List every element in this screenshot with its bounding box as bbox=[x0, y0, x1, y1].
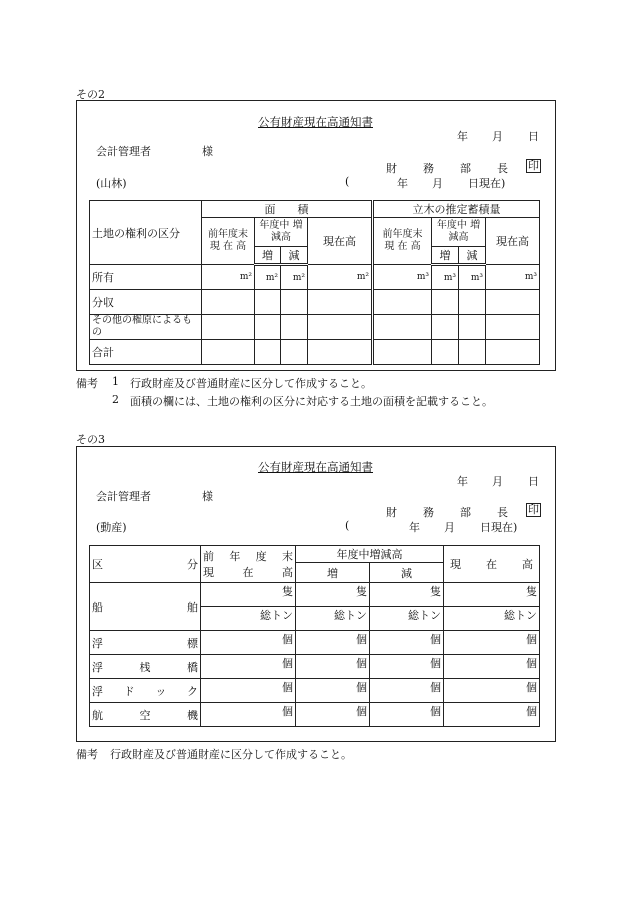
unit-cell: 個 bbox=[201, 631, 296, 655]
sender-char-4: 長 bbox=[497, 506, 508, 519]
date-month-3: 月 bbox=[492, 475, 503, 488]
header-land-rights: 土地の権利の区分 bbox=[90, 201, 202, 265]
row-label bbox=[90, 583, 201, 631]
asof-open-2: ( bbox=[345, 175, 350, 188]
unit-cell: 個 bbox=[444, 703, 540, 727]
unit-cell: m³ bbox=[486, 265, 540, 290]
row-label-char: 空 bbox=[139, 708, 151, 722]
unit-cell: 個 bbox=[296, 631, 370, 655]
unit-cell: 隻 bbox=[201, 583, 296, 607]
header-prev-char: 高 bbox=[282, 566, 293, 579]
header-category-char: 区 bbox=[92, 558, 103, 571]
table-row bbox=[90, 290, 540, 315]
unit-cell: 個 bbox=[296, 703, 370, 727]
unit-cell: 個 bbox=[370, 655, 444, 679]
header-timber-dec: 減 bbox=[459, 247, 486, 265]
header-prev-char: 現 bbox=[203, 566, 214, 579]
unit-cell: 隻 bbox=[370, 583, 444, 607]
unit-cell: 総トン bbox=[296, 607, 370, 631]
unit-cell: 個 bbox=[201, 655, 296, 679]
row-label bbox=[90, 265, 202, 290]
row-label-char: 標 bbox=[187, 636, 198, 650]
header-inc: 増 bbox=[296, 563, 370, 583]
sender-char-1: 財 bbox=[386, 162, 397, 175]
row-label-char: ク bbox=[186, 684, 198, 698]
table-row bbox=[90, 315, 540, 340]
row-label-char: 機 bbox=[187, 708, 198, 722]
table-row bbox=[90, 631, 540, 655]
unit-cell: m² bbox=[308, 265, 373, 290]
header-timber-current: 現在高 bbox=[486, 218, 540, 265]
row-label-char: 舶 bbox=[187, 600, 198, 614]
unit-cell: m² bbox=[202, 265, 255, 290]
row-label-char: 船 bbox=[92, 600, 103, 614]
row-label-char: 橋 bbox=[187, 660, 198, 674]
row-label-char: ド bbox=[123, 684, 135, 698]
row-label bbox=[90, 703, 201, 727]
row-label-text: 合計 bbox=[92, 346, 114, 359]
header-area-current: 現在高 bbox=[308, 218, 373, 265]
header-category bbox=[90, 546, 201, 583]
recipient-2: 会計管理者 bbox=[96, 145, 151, 158]
header-timber-inc: 増 bbox=[432, 247, 459, 265]
category-3: (動産) bbox=[96, 521, 127, 534]
date-day-3: 日 bbox=[528, 475, 539, 488]
header-prev-line2 bbox=[203, 564, 293, 580]
unit-cell: 個 bbox=[370, 679, 444, 703]
asof-close-3: 日現在) bbox=[480, 521, 518, 534]
header-current-char: 高 bbox=[522, 558, 533, 571]
row-label bbox=[90, 631, 201, 655]
header-prev-char: 年 bbox=[229, 550, 241, 563]
unit-cell: 個 bbox=[444, 679, 540, 703]
table-row bbox=[90, 703, 540, 727]
row-label bbox=[90, 679, 201, 703]
header-prev-char: 末 bbox=[281, 550, 293, 563]
unit-cell: m³ bbox=[459, 265, 486, 290]
date-year-2: 年 bbox=[457, 130, 468, 143]
table-row bbox=[90, 340, 540, 365]
section-label-3: その3 bbox=[76, 433, 105, 446]
asof-close-2: 日現在) bbox=[468, 177, 506, 190]
form-title-2: 公有財産現在高通知書 bbox=[258, 115, 373, 129]
row-label bbox=[90, 340, 202, 365]
row-label-char: ッ bbox=[155, 684, 167, 698]
header-timber-change: 年度中 増減高 bbox=[432, 218, 486, 247]
row-label: その他の権原によるもの bbox=[90, 315, 202, 340]
unit-cell: 個 bbox=[444, 655, 540, 679]
unit-cell: 総トン bbox=[370, 607, 444, 631]
header-prev-char: 前 bbox=[203, 550, 214, 563]
forest-table bbox=[89, 200, 540, 365]
seal-box-3 bbox=[526, 503, 541, 517]
date-year-3: 年 bbox=[457, 475, 468, 488]
sender-char-2: 務 bbox=[423, 162, 434, 175]
honorific-2: 様 bbox=[202, 145, 213, 158]
date-day-2: 日 bbox=[528, 130, 539, 143]
unit-cell: m³ bbox=[432, 265, 459, 290]
unit-cell: 隻 bbox=[444, 583, 540, 607]
header-prev bbox=[201, 546, 296, 583]
section-label-2: その2 bbox=[76, 88, 105, 101]
table-row bbox=[90, 655, 540, 679]
note-text-2: 面積の欄には、土地の権利の区分に対応する土地の面積を記載すること。 bbox=[130, 395, 493, 408]
notes-label-2: 備考 bbox=[76, 377, 98, 390]
unit-cell: 個 bbox=[296, 655, 370, 679]
asof-year-2: 年 bbox=[397, 177, 408, 190]
header-prev-char: 在 bbox=[242, 566, 254, 579]
note-num-2: 2 bbox=[112, 393, 119, 406]
seal-label-3: 印 bbox=[528, 503, 539, 516]
sender-char-3: 部 bbox=[460, 162, 471, 175]
header-current bbox=[444, 546, 540, 583]
unit-cell: 個 bbox=[370, 703, 444, 727]
header-change: 年度中増減高 bbox=[296, 546, 444, 563]
sender-char-3: 部 bbox=[460, 506, 471, 519]
note-text-3: 行政財産及び普通財産に区分して作成すること。 bbox=[110, 748, 352, 761]
asof-month-2: 月 bbox=[432, 177, 443, 190]
row-label-char: 桟 bbox=[139, 660, 151, 674]
sender-char-1: 財 bbox=[386, 506, 397, 519]
header-area-inc: 増 bbox=[255, 247, 281, 265]
row-label bbox=[90, 290, 202, 315]
row-label-char: 浮 bbox=[92, 660, 103, 674]
unit-cell: 総トン bbox=[201, 607, 296, 631]
header-area-prev: 前年度末 現 在 高 bbox=[202, 218, 255, 265]
note-num-1: 1 bbox=[112, 375, 119, 388]
movables-table bbox=[89, 545, 540, 727]
note-text-1: 行政財産及び普通財産に区分して作成すること。 bbox=[130, 377, 372, 390]
asof-open-3: ( bbox=[345, 519, 350, 532]
form-title-3: 公有財産現在高通知書 bbox=[258, 460, 373, 474]
header-timber-prev: 前年度末 現 在 高 bbox=[373, 218, 432, 265]
row-label-text: 分収 bbox=[92, 296, 114, 309]
unit-cell: 個 bbox=[444, 631, 540, 655]
unit-cell: 隻 bbox=[296, 583, 370, 607]
table-row bbox=[90, 583, 540, 607]
unit-cell: m² bbox=[255, 265, 281, 290]
seal-box-2 bbox=[526, 159, 541, 173]
unit-cell: m² bbox=[281, 265, 308, 290]
date-month-2: 月 bbox=[492, 130, 503, 143]
row-label-char: 航 bbox=[92, 708, 103, 722]
unit-cell: 個 bbox=[201, 679, 296, 703]
row-label bbox=[90, 655, 201, 679]
header-category-char: 分 bbox=[187, 558, 198, 571]
header-prev-line1 bbox=[203, 548, 293, 564]
row-label-text: 所有 bbox=[92, 271, 114, 284]
unit-cell: m³ bbox=[373, 265, 432, 290]
asof-year-3: 年 bbox=[409, 521, 420, 534]
category-2: (山林) bbox=[96, 177, 127, 190]
header-dec: 減 bbox=[370, 563, 444, 583]
header-prev-char: 度 bbox=[255, 550, 267, 563]
unit-cell: 個 bbox=[201, 703, 296, 727]
honorific-3: 様 bbox=[202, 490, 213, 503]
header-current-char: 現 bbox=[450, 558, 461, 571]
asof-month-3: 月 bbox=[444, 521, 455, 534]
unit-cell: 総トン bbox=[444, 607, 540, 631]
row-label-char: 浮 bbox=[92, 636, 103, 650]
unit-cell: 個 bbox=[296, 679, 370, 703]
header-area-dec: 減 bbox=[281, 247, 308, 265]
sender-char-2: 務 bbox=[423, 506, 434, 519]
header-area-group: 面 積 bbox=[202, 201, 373, 218]
unit-cell: 個 bbox=[370, 631, 444, 655]
header-current-char: 在 bbox=[486, 558, 497, 571]
header-timber-group: 立木の推定蓄積量 bbox=[373, 201, 540, 218]
header-area-change: 年度中 増減高 bbox=[255, 218, 308, 247]
notes-label-3: 備考 bbox=[76, 748, 98, 761]
recipient-3: 会計管理者 bbox=[96, 490, 151, 503]
table-row bbox=[90, 265, 540, 290]
table-row bbox=[90, 679, 540, 703]
sender-char-4: 長 bbox=[497, 162, 508, 175]
seal-label-2: 印 bbox=[528, 159, 539, 172]
row-label-char: 浮 bbox=[92, 684, 103, 698]
